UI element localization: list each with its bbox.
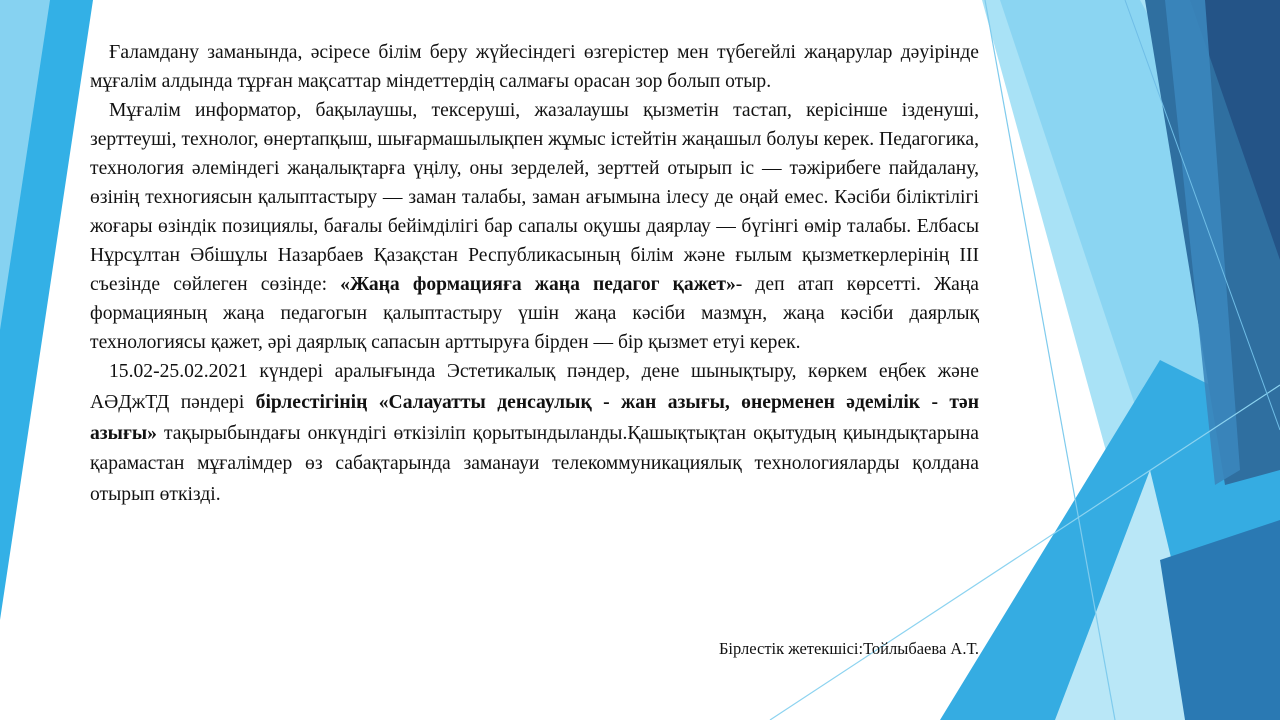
signature-line: Бірлестік жетекшісі:Тойлыбаева А.Т.	[718, 639, 979, 658]
paragraph-3-text-before: 15.02-25.02.2021 күндері аралығында Эстетикалық пәндер, дене шынықтыру, көркем еңбек және АӘДжТД пәндері	[90, 361, 979, 413]
paragraph-3-bold-title: бірлестігінің «Салауатты денсаулық - жан азығы, өнерменен әдемілік - тән азығы»	[90, 391, 979, 444]
paragraph-2-bold-quote: «Жаңа формацияға жаңа педагог қажет»	[340, 274, 736, 295]
paragraph-2	[90, 96, 979, 357]
paragraph-3	[90, 357, 979, 511]
paragraph-2-text-after: - деп атап көрсетті. Жаңа формацияның жаңа педагогын қалыптастыру үшін жаңа кәсіби мазмұн, жаңа кәсіби даярлық технологиясы қажет, әрі даярлық сапасын арттыруға бірден — бір қызмет етуі керек.	[90, 274, 980, 353]
paragraph-3-text-after: тақырыбындағы онкүндігі өткізіліп қорытындыланды.Қашықтықтан оқытудың қиындықтарына қарамастан мұғалімдер өз сабақтарында заманауи телекоммуникациялық технологияларды қолдана отырып өткізді.	[90, 422, 979, 506]
paragraph-1-text: Ғаламдану заманында, әсіресе білім беру жүйесіндегі өзгерістер мен түбегейлі жаңарулар дәуірінде мұғалім алдында тұрған мақсаттар міндеттердің салмағы орасан зор болып отыр.	[90, 42, 979, 92]
paragraph-2-text-before: Мұғалім информатор, бақылаушы, тексеруші, жазалаушы қызметін тастап, керісінше ізденуші, зерттеуші, технолог, өнертапқыш, шығармашылықпен жұмыс істейтін жаңашыл болуы керек. Педагогика, технология әлеміндегі жаңалықтарға үңілу, оны зерделей, зерттей отырып іс — тәжірибеге пайдалану, өзінің техногиясын қалыптастыру — заман талабы, заман ағымына ілесу де оңай емес. Кәсіби біліктілігі жоғары өзіндік позициялы, бағалы бейімділігі бар сапалы оқушы даярлау — бүгінгі өмір талабы. Елбасы Нұрсұлтан Әбішұлы Назарбаев Қазақстан Республикасының білім және ғылым қызметкерлерінің ІІІ съезінде сөйлеген сөзінде:	[90, 100, 979, 295]
paragraph-1	[90, 38, 979, 96]
text-body	[90, 38, 979, 511]
